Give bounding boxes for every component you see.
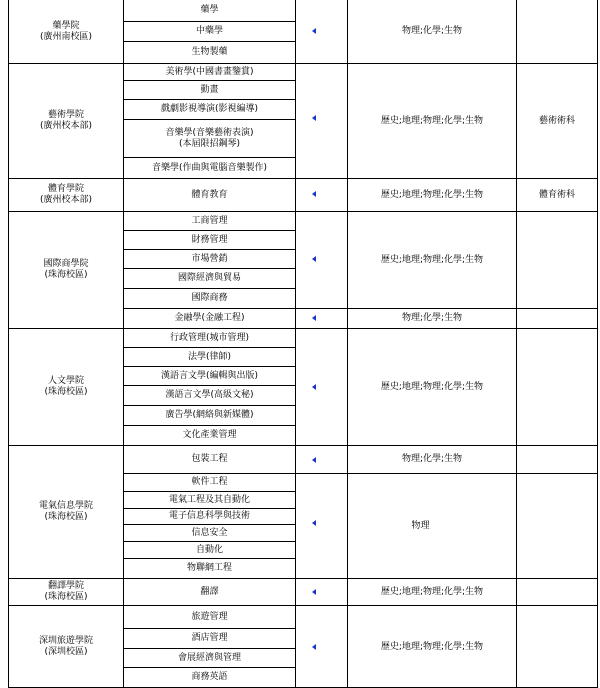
exam-type xyxy=(517,579,597,605)
major-cell: 包裝工程 xyxy=(191,454,228,464)
subject-requirement: 物理;化學;生物 xyxy=(401,313,463,323)
college-name: 翻譯學院 (珠海校區) xyxy=(44,581,88,602)
college-name: 人文學院 (珠海校區) xyxy=(44,376,88,397)
left-triangle-icon xyxy=(312,457,316,463)
major-cell: 音樂學(作曲與電腦音樂製作) xyxy=(151,162,268,173)
left-triangle-icon xyxy=(312,191,316,197)
major-cell: 文化產業管理 xyxy=(182,430,237,440)
major-cell: 藥學 xyxy=(200,5,219,15)
major-cell: 旅遊管理 xyxy=(191,611,228,622)
subject-requirement: 物理;化學;生物 xyxy=(401,26,463,36)
college-name: 深圳旅遊學院 (深圳校區) xyxy=(38,636,93,657)
major-cell: 物聯網工程 xyxy=(186,563,232,573)
left-triangle-icon xyxy=(312,256,316,262)
major-cell: 自動化 xyxy=(195,544,223,555)
left-triangle-icon xyxy=(312,315,316,321)
college-name: 藥學院 (廣州南校區) xyxy=(39,20,93,42)
left-triangle-icon xyxy=(312,589,316,595)
major-cell: 商務英語 xyxy=(191,672,228,682)
exam-type: 藝術術科 xyxy=(538,115,575,126)
major-cell: 電氣工程及其自動化 xyxy=(168,494,250,505)
major-cell: 美術學(中國書畫鑒賞) xyxy=(165,66,254,77)
exam-type xyxy=(517,446,597,578)
exam-type xyxy=(517,606,597,688)
major-cell: 生物製藥 xyxy=(191,47,228,57)
exam-type: 體育術科 xyxy=(538,189,575,200)
left-triangle-icon xyxy=(312,384,316,390)
college-name: 體育學院 (廣州校本部) xyxy=(39,184,93,205)
major-cell: 軟件工程 xyxy=(191,477,228,487)
major-cell: 中藥學 xyxy=(195,26,223,36)
subject-requirement: 物理 xyxy=(411,520,430,531)
subject-requirement: 歷史;地理;物理;化學;生物 xyxy=(380,115,484,126)
college-name: 電氣信息學院 (珠海校區) xyxy=(38,501,93,522)
subject-requirement: 歷史;地理;物理;化學;生物 xyxy=(380,641,484,652)
major-cell: 工商管理 xyxy=(191,215,228,226)
major-cell: 漢語言文學(編輯與出版) xyxy=(160,370,259,381)
subject-requirement: 歷史;地理;物理;化學;生物 xyxy=(380,586,484,597)
subject-requirement: 歷史;地理;物理;化學;生物 xyxy=(380,381,484,392)
major-cell: 國際商務 xyxy=(191,293,228,303)
major-cell: 戲劇影視導演(影視編導) xyxy=(160,104,259,114)
major-cell: 電子信息科學與技術 xyxy=(168,511,250,521)
exam-type xyxy=(517,212,597,328)
major-cell: 金融學(金融工程) xyxy=(174,313,245,323)
college-name: 藝術學院 (廣州校本部) xyxy=(39,110,93,131)
left-triangle-icon xyxy=(312,520,316,526)
exam-type xyxy=(517,0,597,63)
major-cell: 廣告學(網絡與新媒體) xyxy=(165,410,254,420)
subject-requirement: 歷史;地理;物理;化學;生物 xyxy=(380,189,484,200)
major-cell: 財務管理 xyxy=(191,234,228,245)
major-cell: 體育教育 xyxy=(191,189,228,200)
subject-requirement: 歷史;地理;物理;化學;生物 xyxy=(380,254,484,265)
major-cell: 翻譯 xyxy=(200,586,219,597)
major-cell: 行政管理(城市管理) xyxy=(169,332,250,343)
major-cell: 音樂學(音樂藝術表演) (本屆限招鋼琴) xyxy=(165,127,254,149)
college-name: 國際商學院 (珠海校區) xyxy=(43,259,89,280)
left-triangle-icon xyxy=(312,115,316,121)
major-cell: 酒店管理 xyxy=(191,633,228,643)
major-cell: 動畫 xyxy=(200,84,219,95)
major-cell: 市場營銷 xyxy=(191,253,228,264)
major-cell: 信息安全 xyxy=(191,527,228,538)
major-cell: 會展經濟與管理 xyxy=(177,652,241,663)
major-cell: 法學(律師) xyxy=(187,351,232,362)
subject-requirement: 物理;化學;生物 xyxy=(401,454,463,464)
left-triangle-icon xyxy=(312,28,316,34)
major-cell: 國際經濟與貿易 xyxy=(177,273,241,283)
left-triangle-icon xyxy=(312,644,316,650)
major-cell: 漢語言文學(高級文秘) xyxy=(165,390,254,400)
exam-type xyxy=(517,329,597,445)
